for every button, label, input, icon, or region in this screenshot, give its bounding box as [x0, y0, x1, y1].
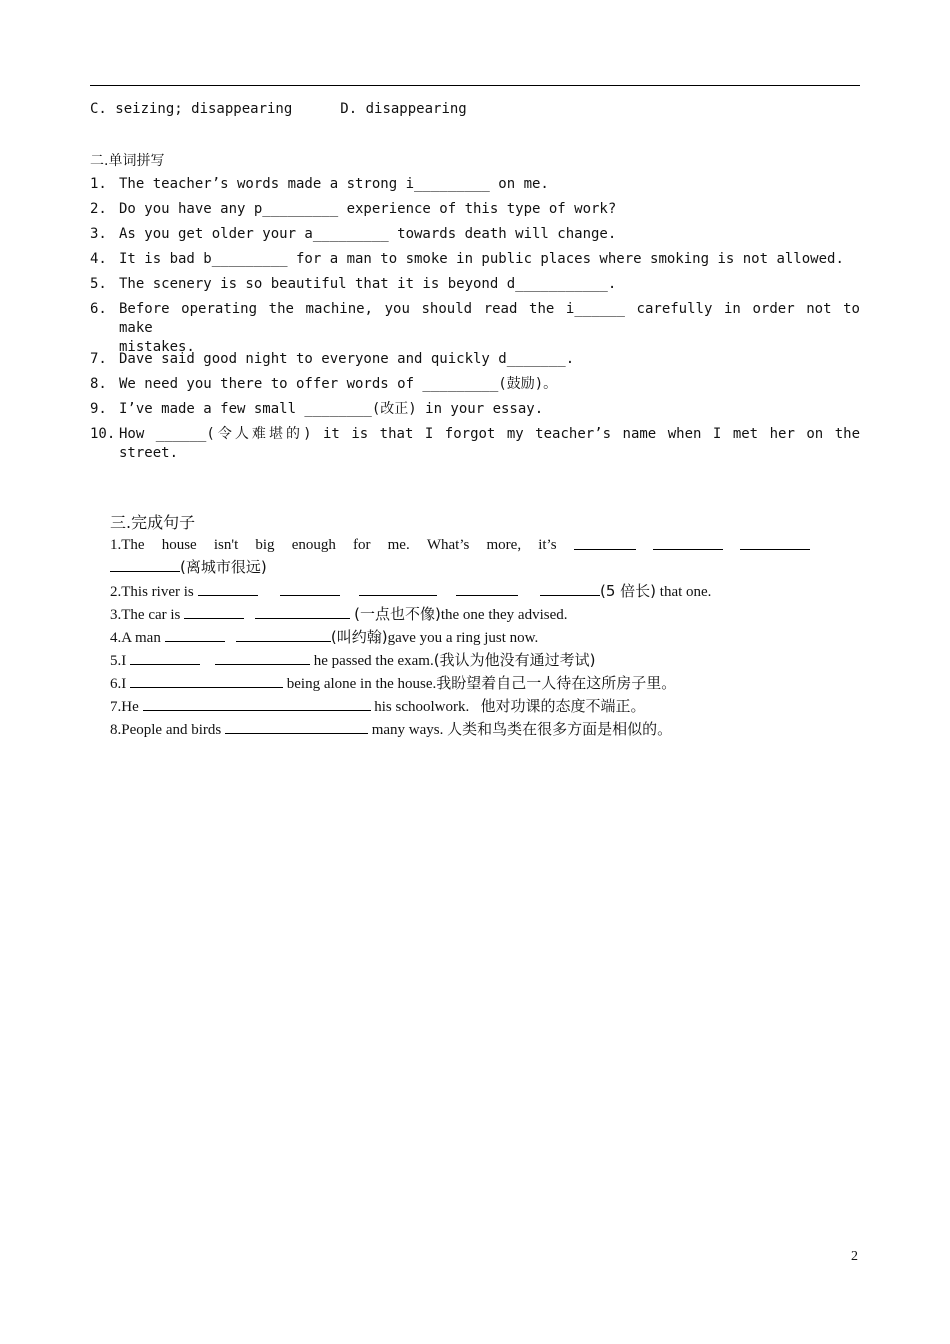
list-item: 7. Dave said good night to everyone and quickly d_______. [90, 351, 575, 367]
answer-blank[interactable] [540, 581, 600, 596]
sentence-7: 7.He his schoolwork. 他对功课的态度不端正。 [110, 697, 646, 715]
answer-blank[interactable] [225, 719, 368, 734]
sentence-list [110, 535, 810, 742]
list-item: 4. It is bad b_________ for a man to smoke in public places where smoking is not allowed. [90, 251, 844, 267]
answer-blank[interactable] [130, 650, 200, 665]
option-c: C. seizing; disappearing [90, 101, 293, 117]
answer-blank[interactable] [280, 581, 340, 596]
list-item: 8. We need you there to offer words of _________(鼓励)。 [90, 376, 558, 392]
answer-blank[interactable] [130, 673, 283, 688]
answer-blank[interactable] [236, 627, 331, 642]
sentence-5: 5.I he passed the exam.(我认为他没有通过考试) [110, 651, 596, 669]
answer-blank[interactable] [143, 696, 371, 711]
list-item: 6. Before operating the machine, you should read the i______ carefully in order not to make mistakes. [90, 301, 860, 355]
answer-blank[interactable] [456, 581, 518, 596]
answer-blank[interactable] [740, 535, 810, 550]
answer-blank[interactable] [165, 627, 225, 642]
header-rule [90, 85, 860, 86]
list-item: 5. The scenery is so beautiful that it is beyond d___________. [90, 276, 617, 292]
answer-blank[interactable] [653, 535, 723, 550]
sentence-1-cont: (离城市很远) [110, 557, 810, 581]
option-d: D. disappearing [340, 101, 467, 117]
list-item: 2. Do you have any p_________ experience of this type of work? [90, 201, 617, 217]
spelling-list [90, 175, 860, 475]
list-item: 9. I’ve made a few small ________(改正) in your essay. [90, 401, 544, 417]
list-item: 1. The teacher’s words made a strong i_________ on me. [90, 176, 549, 192]
mc-options [90, 101, 467, 117]
page-number: 2 [851, 1249, 858, 1264]
sentence-3: 3.The car is (一点也不像)the one they advised. [110, 605, 568, 623]
answer-blank[interactable] [215, 650, 310, 665]
sentence-4: 4.A man (叫约翰)gave you a ring just now. [110, 628, 539, 646]
answer-blank[interactable] [110, 557, 180, 572]
list-item: 3. As you get older your a_________ towards death will change. [90, 226, 617, 242]
section3-title: 三.完成句子 [110, 513, 196, 532]
sentence-1: 1.The house isn't big enough for me. What’s more, it’s [110, 535, 810, 557]
answer-blank[interactable] [574, 535, 636, 550]
answer-blank[interactable] [255, 604, 350, 619]
answer-blank[interactable] [198, 581, 258, 596]
sentence-2: 2.This river is (5 倍长) that one. [110, 582, 712, 600]
section2-title: 二.单词拼写 [90, 153, 165, 169]
sentence-8: 8.People and birds many ways. 人类和鸟类在很多方面是相似的。 [110, 720, 673, 738]
answer-blank[interactable] [359, 581, 437, 596]
answer-blank[interactable] [184, 604, 244, 619]
list-item: 10. How ______(令人难堪的) it is that I forgot my teacher’s name when I met her on the street. [90, 426, 860, 461]
sentence-6: 6.I being alone in the house.我盼望着自己一人待在这所房子里。 [110, 674, 677, 692]
